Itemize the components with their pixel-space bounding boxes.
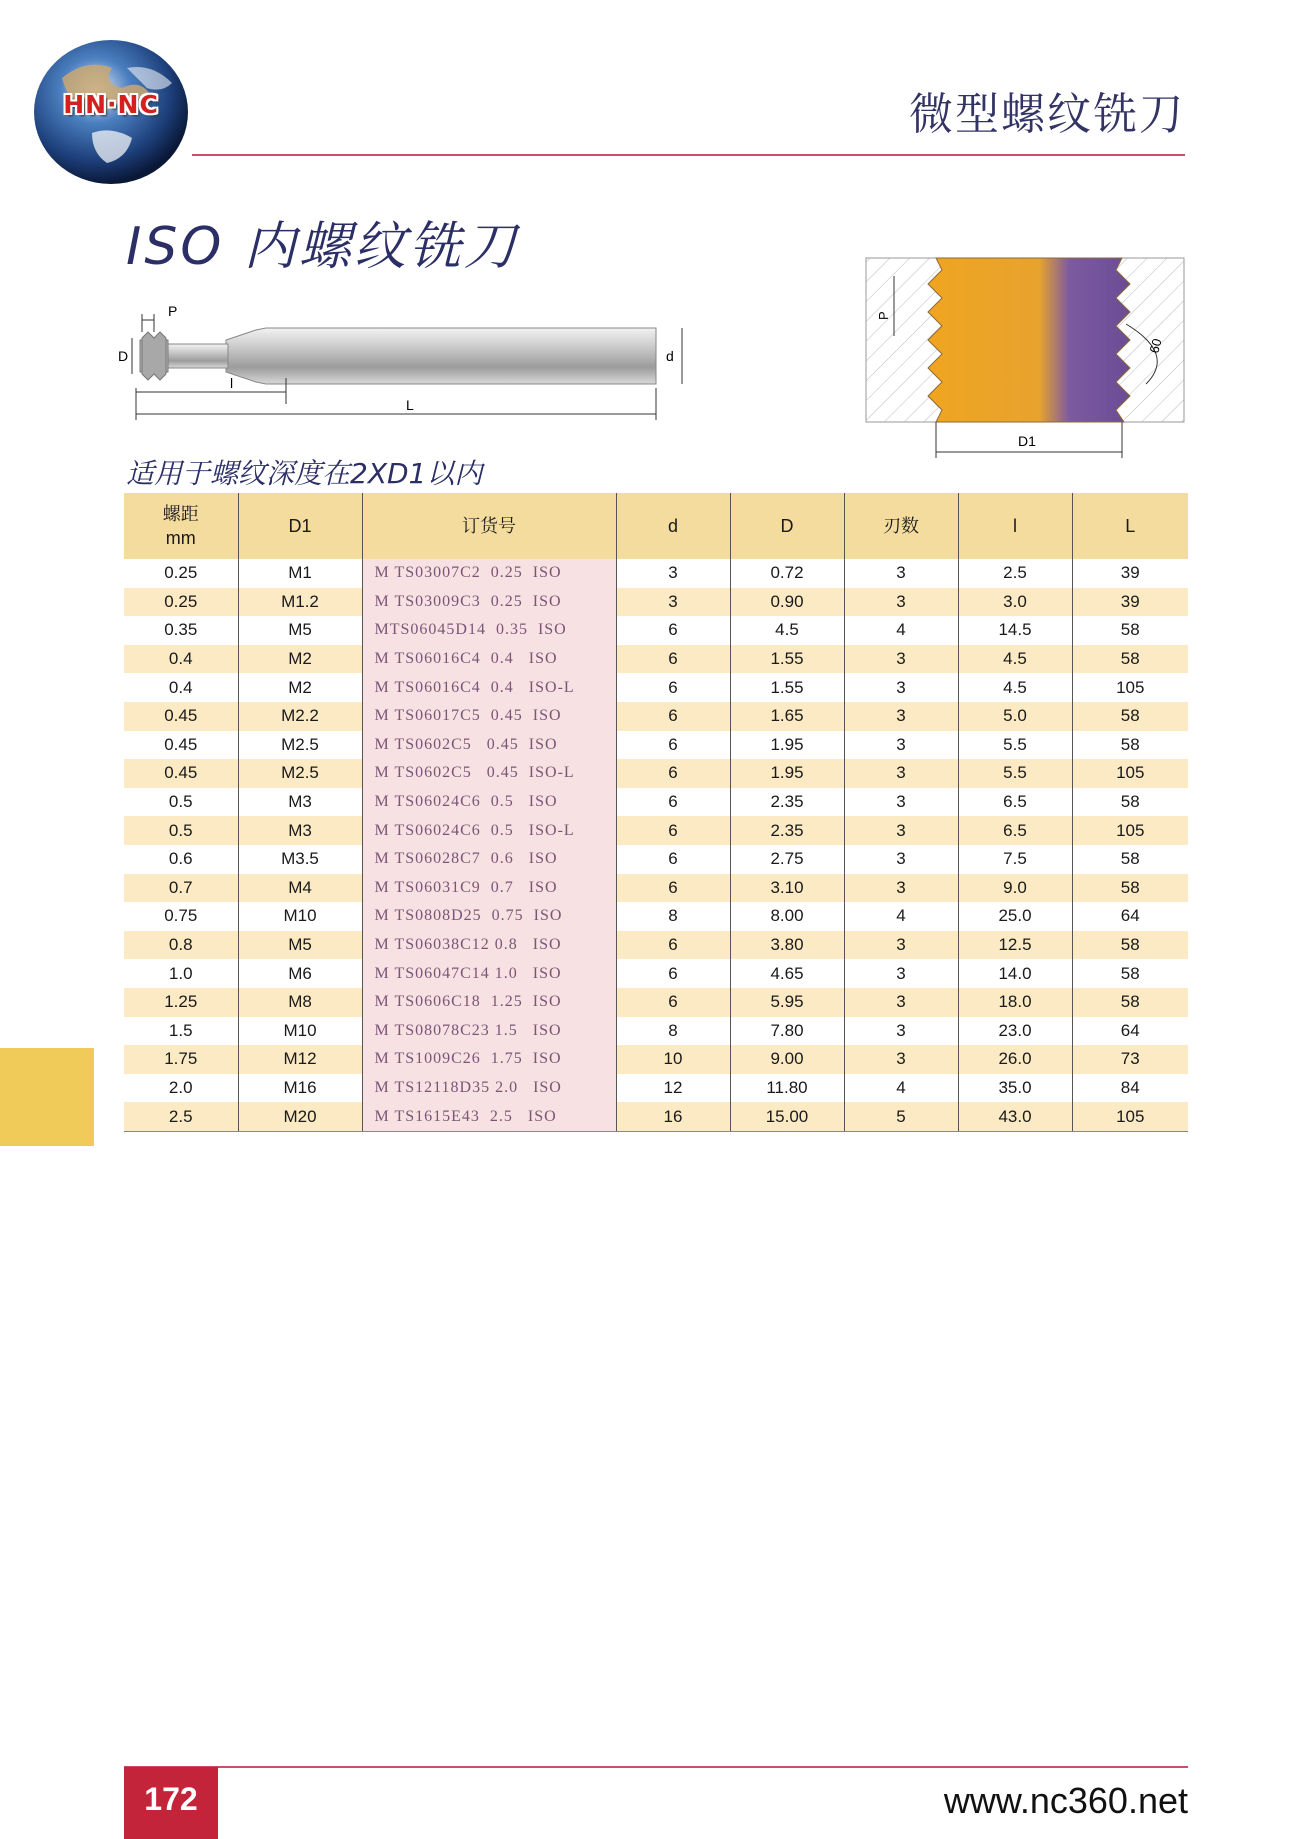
cell-d1: M3: [238, 788, 362, 817]
cell-l: 4.5: [958, 645, 1072, 674]
cell-d1: M6: [238, 959, 362, 988]
cell-cut-D: 2.35: [730, 816, 844, 845]
cell-cut-D: 0.90: [730, 588, 844, 617]
cell-order-number: M TS0808D25 0.75 ISO: [362, 902, 616, 931]
cell-L: 58: [1072, 988, 1188, 1017]
cell-pitch: 0.45: [124, 702, 238, 731]
page-title: ISO 内螺纹铣刀: [126, 217, 519, 277]
cell-d1: M5: [238, 616, 362, 645]
table-row: [124, 988, 1188, 1017]
table-row: [124, 816, 1188, 845]
cell-flutes: 3: [844, 588, 958, 617]
table-row: [124, 559, 1188, 588]
cell-l: 9.0: [958, 874, 1072, 903]
cell-shank-d: 6: [616, 874, 730, 903]
table-row: [124, 645, 1188, 674]
cell-L: 105: [1072, 759, 1188, 788]
cell-flutes: 3: [844, 959, 958, 988]
cell-d1: M1.2: [238, 588, 362, 617]
table-header: [124, 493, 1188, 559]
cell-flutes: 4: [844, 1074, 958, 1103]
cell-pitch: 0.8: [124, 931, 238, 960]
header-shank-d: d: [616, 493, 730, 559]
cell-flutes: 3: [844, 874, 958, 903]
cell-d1: M10: [238, 902, 362, 931]
table-row: [124, 902, 1188, 931]
cell-order-number: M TS06016C4 0.4 ISO-L: [362, 673, 616, 702]
cell-cut-D: 3.10: [730, 874, 844, 903]
cell-flutes: 5: [844, 1102, 958, 1131]
page-number-box: [124, 1767, 218, 1839]
table-row: [124, 845, 1188, 874]
cell-flutes: 3: [844, 931, 958, 960]
cell-cut-D: 1.55: [730, 645, 844, 674]
cell-order-number: M TS06031C9 0.7 ISO: [362, 874, 616, 903]
cell-flutes: 3: [844, 1017, 958, 1046]
table-row: [124, 731, 1188, 760]
cell-L: 39: [1072, 559, 1188, 588]
cell-cut-D: 1.95: [730, 731, 844, 760]
cell-shank-d: 6: [616, 731, 730, 760]
cell-flutes: 3: [844, 788, 958, 817]
cell-shank-d: 12: [616, 1074, 730, 1103]
cell-l: 12.5: [958, 931, 1072, 960]
cell-order-number: M TS03007C2 0.25 ISO: [362, 559, 616, 588]
cell-l: 14.0: [958, 959, 1072, 988]
cell-order-number: M TS06028C7 0.6 ISO: [362, 845, 616, 874]
cell-l: 7.5: [958, 845, 1072, 874]
cell-l: 18.0: [958, 988, 1072, 1017]
tool-dimension-drawing: [118, 288, 674, 420]
cell-l: 5.5: [958, 759, 1072, 788]
cell-flutes: 4: [844, 902, 958, 931]
cell-shank-d: 3: [616, 588, 730, 617]
cell-L: 58: [1072, 616, 1188, 645]
cell-d1: M4: [238, 874, 362, 903]
cell-shank-d: 6: [616, 816, 730, 845]
cell-cut-D: 5.95: [730, 988, 844, 1017]
cell-pitch: 0.75: [124, 902, 238, 931]
table-row: [124, 702, 1188, 731]
cell-order-number: M TS06016C4 0.4 ISO: [362, 645, 616, 674]
cell-d1: M2.5: [238, 759, 362, 788]
cell-shank-d: 6: [616, 788, 730, 817]
cell-order-number: M TS0602C5 0.45 ISO: [362, 731, 616, 760]
header-pitch-label: 螺距: [162, 504, 199, 524]
cell-l: 6.5: [958, 788, 1072, 817]
cell-pitch: 2.0: [124, 1074, 238, 1103]
table-row: [124, 874, 1188, 903]
label-angle: 60: [1146, 336, 1165, 355]
cell-shank-d: 6: [616, 673, 730, 702]
cell-cut-D: 1.65: [730, 702, 844, 731]
cell-shank-d: 3: [616, 559, 730, 588]
table-row: [124, 1102, 1188, 1131]
cell-flutes: 3: [844, 988, 958, 1017]
spec-table: [124, 493, 1188, 1132]
cell-d1: M20: [238, 1102, 362, 1131]
header-pitch: [124, 493, 238, 559]
cell-cut-D: 1.95: [730, 759, 844, 788]
header-divider: [192, 154, 1185, 156]
cell-shank-d: 6: [616, 931, 730, 960]
header-pitch-unit: mm: [165, 528, 196, 548]
table-row: [124, 1074, 1188, 1103]
cell-d1: M2: [238, 645, 362, 674]
cell-d1: M5: [238, 931, 362, 960]
table-row: [124, 673, 1188, 702]
cell-order-number: M TS08078C23 1.5 ISO: [362, 1017, 616, 1046]
cell-cut-D: 9.00: [730, 1045, 844, 1074]
cell-l: 3.0: [958, 588, 1072, 617]
cell-l: 23.0: [958, 1017, 1072, 1046]
cell-L: 58: [1072, 645, 1188, 674]
cell-L: 58: [1072, 874, 1188, 903]
cell-d1: M8: [238, 988, 362, 1017]
cell-d1: M2: [238, 673, 362, 702]
cell-flutes: 3: [844, 673, 958, 702]
label-p: P: [168, 303, 178, 319]
cell-pitch: 1.75: [124, 1045, 238, 1074]
cell-d1: M2.2: [238, 702, 362, 731]
cell-cut-D: 11.80: [730, 1074, 844, 1103]
cell-pitch: 0.35: [124, 616, 238, 645]
cell-pitch: 0.45: [124, 759, 238, 788]
cell-cut-D: 0.72: [730, 559, 844, 588]
cell-cut-D: 2.75: [730, 845, 844, 874]
header-cut-D: D: [730, 493, 844, 559]
cell-cut-D: 2.35: [730, 788, 844, 817]
logo-text: HN·NC: [63, 90, 159, 119]
label-L: L: [406, 397, 414, 413]
cell-shank-d: 6: [616, 988, 730, 1017]
cell-flutes: 3: [844, 816, 958, 845]
cell-cut-D: 4.5: [730, 616, 844, 645]
cell-l: 14.5: [958, 616, 1072, 645]
cell-order-number: M TS1009C26 1.75 ISO: [362, 1045, 616, 1074]
cell-pitch: 1.25: [124, 988, 238, 1017]
cell-pitch: 0.6: [124, 845, 238, 874]
cell-d1: M2.5: [238, 731, 362, 760]
cell-d1: M16: [238, 1074, 362, 1103]
cell-L: 58: [1072, 788, 1188, 817]
cell-L: 105: [1072, 673, 1188, 702]
cell-L: 58: [1072, 931, 1188, 960]
header-l: l: [958, 493, 1072, 559]
subtitle: 适用于螺纹深度在2XD1以内: [126, 457, 483, 490]
table-row: [124, 616, 1188, 645]
chapter-tab: [0, 1048, 94, 1146]
cell-d1: M3.5: [238, 845, 362, 874]
cell-l: 43.0: [958, 1102, 1072, 1131]
cell-shank-d: 16: [616, 1102, 730, 1131]
header-flutes: 刃数: [844, 493, 958, 559]
cell-cut-D: 8.00: [730, 902, 844, 931]
cell-order-number: M TS06047C14 1.0 ISO: [362, 959, 616, 988]
cell-l: 2.5: [958, 559, 1072, 588]
cell-L: 39: [1072, 588, 1188, 617]
cell-pitch: 0.5: [124, 816, 238, 845]
cell-order-number: MTS06045D14 0.35 ISO: [362, 616, 616, 645]
cell-cut-D: 7.80: [730, 1017, 844, 1046]
page-number: 172: [144, 1781, 198, 1817]
table-row: [124, 788, 1188, 817]
cell-order-number: M TS06038C12 0.8 ISO: [362, 931, 616, 960]
cell-flutes: 3: [844, 559, 958, 588]
cell-order-number: M TS06017C5 0.45 ISO: [362, 702, 616, 731]
cell-l: 26.0: [958, 1045, 1072, 1074]
cell-flutes: 3: [844, 759, 958, 788]
table-row: [124, 931, 1188, 960]
cell-d1: M1: [238, 559, 362, 588]
cell-l: 5.0: [958, 702, 1072, 731]
cell-d1: M10: [238, 1017, 362, 1046]
thread-section-drawing: [854, 254, 1190, 460]
cell-order-number: M TS0602C5 0.45 ISO-L: [362, 759, 616, 788]
cell-L: 58: [1072, 845, 1188, 874]
cell-cut-D: 4.65: [730, 959, 844, 988]
table-row: [124, 1045, 1188, 1074]
cell-L: 64: [1072, 902, 1188, 931]
footer-divider: [124, 1766, 1188, 1768]
section-title: 微型螺纹铣刀: [909, 89, 1185, 140]
cell-L: 105: [1072, 1102, 1188, 1131]
cell-L: 84: [1072, 1074, 1188, 1103]
label-thread-p: P: [876, 311, 891, 320]
cell-order-number: M TS03009C3 0.25 ISO: [362, 588, 616, 617]
cell-l: 4.5: [958, 673, 1072, 702]
cell-shank-d: 6: [616, 959, 730, 988]
cell-order-number: M TS06024C6 0.5 ISO: [362, 788, 616, 817]
cell-order-number: M TS1615E43 2.5 ISO: [362, 1102, 616, 1131]
cell-pitch: 1.0: [124, 959, 238, 988]
cell-l: 6.5: [958, 816, 1072, 845]
cell-shank-d: 8: [616, 902, 730, 931]
cell-shank-d: 6: [616, 845, 730, 874]
table-row: [124, 759, 1188, 788]
cell-order-number: M TS0606C18 1.25 ISO: [362, 988, 616, 1017]
cell-L: 73: [1072, 1045, 1188, 1074]
cell-flutes: 3: [844, 645, 958, 674]
cell-L: 58: [1072, 731, 1188, 760]
cell-l: 35.0: [958, 1074, 1072, 1103]
cell-cut-D: 15.00: [730, 1102, 844, 1131]
header-L: L: [1072, 493, 1188, 559]
cell-pitch: 1.5: [124, 1017, 238, 1046]
header-d1: D1: [238, 493, 362, 559]
header-order-number: 订货号: [362, 493, 616, 559]
cell-order-number: M TS12118D35 2.0 ISO: [362, 1074, 616, 1103]
cell-pitch: 0.5: [124, 788, 238, 817]
cell-L: 58: [1072, 702, 1188, 731]
cell-l: 5.5: [958, 731, 1072, 760]
cell-pitch: 0.4: [124, 673, 238, 702]
cell-pitch: 0.7: [124, 874, 238, 903]
cell-shank-d: 6: [616, 645, 730, 674]
cell-cut-D: 3.80: [730, 931, 844, 960]
cell-pitch: 0.45: [124, 731, 238, 760]
table-body: [124, 559, 1188, 1131]
cell-flutes: 4: [844, 616, 958, 645]
cell-shank-d: 8: [616, 1017, 730, 1046]
label-d: d: [666, 348, 674, 364]
cell-d1: M12: [238, 1045, 362, 1074]
cell-shank-d: 10: [616, 1045, 730, 1074]
cell-L: 105: [1072, 816, 1188, 845]
cell-l: 25.0: [958, 902, 1072, 931]
cell-shank-d: 6: [616, 759, 730, 788]
cell-pitch: 0.25: [124, 559, 238, 588]
cell-shank-d: 6: [616, 616, 730, 645]
cell-flutes: 3: [844, 731, 958, 760]
website-url: www.nc360.net: [943, 1780, 1188, 1821]
cell-d1: M3: [238, 816, 362, 845]
cell-order-number: M TS06024C6 0.5 ISO-L: [362, 816, 616, 845]
brand-logo: [32, 38, 190, 186]
table-row: [124, 1017, 1188, 1046]
cell-L: 58: [1072, 959, 1188, 988]
cell-pitch: 0.4: [124, 645, 238, 674]
cell-flutes: 3: [844, 845, 958, 874]
label-l: l: [230, 375, 234, 391]
cell-cut-D: 1.55: [730, 673, 844, 702]
label-D1: D1: [1018, 433, 1036, 449]
cell-flutes: 3: [844, 702, 958, 731]
cell-shank-d: 6: [616, 702, 730, 731]
table-row: [124, 959, 1188, 988]
cell-pitch: 0.25: [124, 588, 238, 617]
table-row: [124, 588, 1188, 617]
cell-flutes: 3: [844, 1045, 958, 1074]
label-D: D: [118, 348, 129, 364]
cell-pitch: 2.5: [124, 1102, 238, 1131]
cell-L: 64: [1072, 1017, 1188, 1046]
